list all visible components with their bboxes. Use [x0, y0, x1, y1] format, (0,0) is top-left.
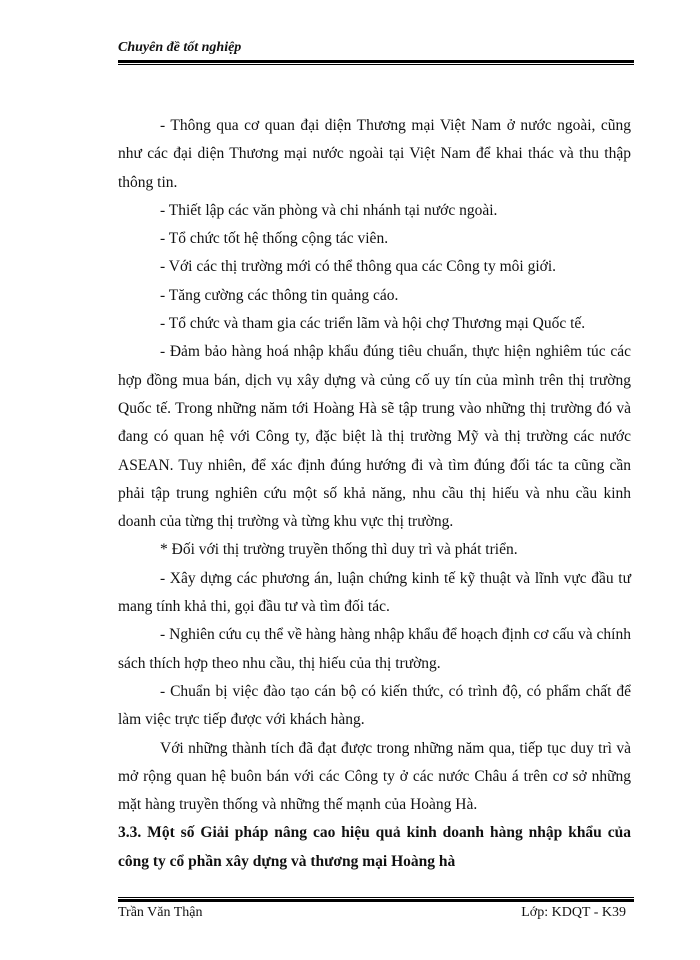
paragraph: - Thông qua cơ quan đại diện Thương mại Việt Nam ở nước ngoài, cũng như các đại diện Thương mại nước ngoài tại Việt Nam để khai thác và thu thập thông tin.	[118, 117, 631, 191]
paragraph: - Thiết lập các văn phòng và chi nhánh tại nước ngoài.	[160, 201, 498, 219]
paragraph: - Nghiên cứu cụ thể về hàng hàng nhập khẩu để hoạch định cơ cấu và chính sách thích hợp theo nhu cầu, thị hiếu của thị trường.	[118, 626, 631, 672]
footer-rule	[118, 897, 634, 902]
paragraph: - Tổ chức tốt hệ thống cộng tác viên.	[160, 230, 389, 248]
paragraph: - Tổ chức và tham gia các triển lãm và hội chợ Thương mại Quốc tế.	[160, 315, 586, 333]
section-heading: 3.3. Một số Giải pháp nâng cao hiệu quả kinh doanh hàng nhập khẩu của công ty cổ phần xây dựng và thương mại Hoàng hà	[118, 824, 631, 870]
document-body	[118, 112, 631, 876]
footer-class: Lớp: KDQT - K39	[521, 905, 626, 920]
header-rule	[118, 60, 634, 65]
footer-author: Trần Văn Thận	[118, 905, 203, 920]
paragraph: Với những thành tích đã đạt được trong những năm qua, tiếp tục duy trì và mở rộng quan hệ buôn bán với các Công ty ở các nước Châu á trên cơ sở những mặt hàng truyền thống và những thế mạnh của Hoàng Hà.	[118, 739, 631, 814]
paragraph: * Đối với thị trường truyền thống thì duy trì và phát triển.	[160, 541, 518, 559]
header-title: Chuyên đề tốt nghiệp	[118, 40, 242, 55]
paragraph: - Tăng cường các thông tin quảng cáo.	[160, 286, 399, 304]
paragraph: - Với các thị trường mới có thể thông qua các Công ty môi giới.	[160, 258, 557, 276]
page-header	[118, 40, 634, 56]
paragraph: - Xây dựng các phương án, luận chứng kinh tế kỹ thuật và lĩnh vực đầu tư mang tính khả thi, gọi đầu tư và tìm đối tác.	[118, 569, 631, 616]
paragraph: - Đảm bảo hàng hoá nhập khẩu đúng tiêu chuẩn, thực hiện nghiêm túc các hợp đồng mua bán, dịch vụ xây dựng và củng cố uy tín của mình trên thị trường Quốc tế. Trong những năm tới Hoàng Hà sẽ tập trung vào những thị trường đó và đang có quan hệ với Công ty, đặc biệt là thị trường Mỹ và thị trường các nước ASEAN. Tuy nhiên, để xác định đúng hướng đi và tìm đúng đối tác ta cũng cần phải tập trung nghiên cứu một số khả năng, nhu cầu thị hiếu và nhu cầu kinh doanh của từng thị trường và từng khu vực thị trường.	[118, 343, 631, 531]
paragraph: - Chuẩn bị việc đào tạo cán bộ có kiến thức, có trình độ, có phẩm chất để làm việc trực tiếp được với khách hàng.	[118, 682, 631, 729]
